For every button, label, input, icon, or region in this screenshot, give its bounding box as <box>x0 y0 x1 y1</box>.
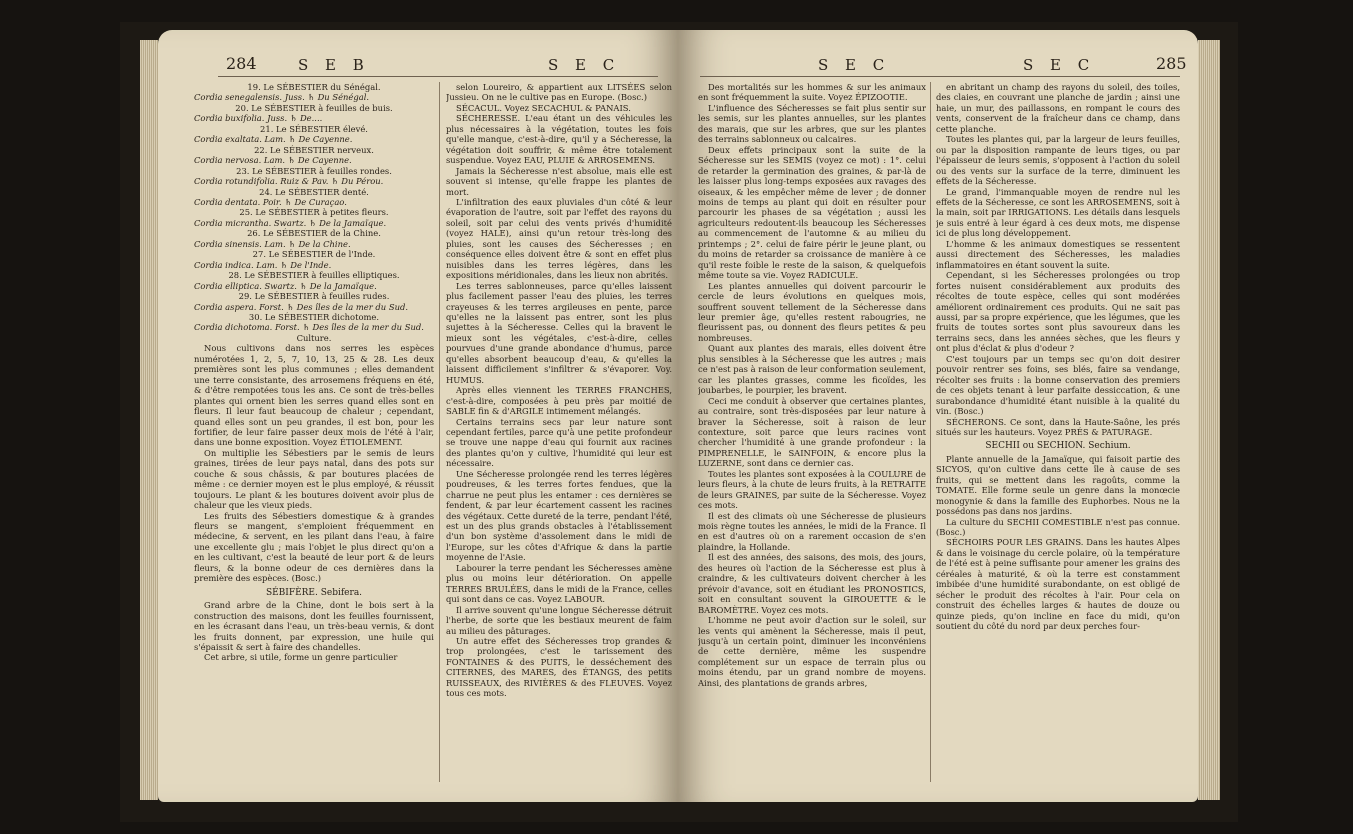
text-paragraph: selon Loureiro, & appartient aux LITSÉES selon Jussieu. On ne le cultive pas en Europe. (Bosc.) <box>446 82 672 103</box>
text-paragraph: Cordia indica. Lam. ♄ De l'Inde. <box>194 259 332 270</box>
text-paragraph: Des mortalités sur les hommes & sur les animaux en sont fréquemment la suite. Voyez ÉPIZOOTIE. <box>698 82 926 103</box>
page-edges-left <box>140 40 158 800</box>
text-paragraph: Labourer la terre pendant les Sécheresses amène plus ou moins leur détérioration. On appelle TERRES BRULÉES, dans le midi de la France, celles qui sont dans ce cas. Voyez LABOUR. <box>446 562 672 605</box>
text-paragraph: Une Sécheresse prolongée rend les terres légères poudreuses, & les terres fortes fendues, que la charrue ne peut plus les entamer : ces dernières se fendent, & par leur écartement cassent les racines des végétaux. Cette dureté de la terre, pendant l'été, est un des plus grands obstacles à l'établissement d'un bon système d'assolement dans le midi de l'Europe, sur les côtes d'Afrique & dans la partie moyenne de l'Asie. <box>446 468 672 563</box>
text-paragraph: SÉCHERONS. Ce sont, dans la Haute-Saône, les prés situés sur les hauteurs. Voyez PRÉS & PATURAGE. <box>936 416 1180 437</box>
text-paragraph: Toutes les plantes qui, par la largeur de leurs feuilles, ou par la disposition rampante de leurs tiges, ou par l'épaisseur de leurs semis, s'opposent à l'action du soleil ou des vents sur la surface de la terre, diminuent les effets de la Sécheresse. <box>936 134 1180 187</box>
text-paragraph: Cordia rotundifolia. Ruiz & Pav. ♄ Du Pérou. <box>194 176 384 187</box>
text-paragraph: Toutes les plantes sont exposées à la COULURE de leurs fleurs, à la chute de leurs fruits, à la RETRAITE de leurs GRAINES, par suite de la Sécheresse. Voyez ces mots. <box>698 468 926 511</box>
text-paragraph: Les terres sablonneuses, parce qu'elles laissent plus facilement passer l'eau des pluies, les terres crayeuses & les terres argileuses en pente, parce qu'elles ne la laissent pas entrer, sont les plus sujettes à la Sécheresse. Celles qui la bravent le mieux sont les végétales, c'est-à-dire, celles pourvues d'une grande abondance d'humus, parce qu'elles absorbent beaucoup d'eau, & qu'elles la laissent difficilement s'infiltrer & s'évaporer. Voy. HUMUS. <box>446 280 672 385</box>
text-paragraph: Cordia dichotoma. Forst. ♄ Des îles de la mer du Sud. <box>194 322 424 333</box>
text-paragraph: Cordia sinensis. Lam. ♄ De la Chine. <box>194 238 351 249</box>
text-paragraph: Un autre effet des Sécheresses trop grandes & trop prolongées, c'est le tarissement des FONTAINES & des PUITS, le desséchement des CITERNES, des MARES, des ÉTANGS, des petits RUISSEAUX, des RIVIÈRES & des FLEUVES. Voyez tous ces mots. <box>446 636 672 699</box>
text-paragraph: Il est des années, des saisons, des mois, des jours, des heures où l'action de la Sécheresse est plus à craindre, & les cultivateurs doivent chercher à les prévoir d'avance, soit en étudiant les PRONOSTICS, soit en consultant souvent la GIROUETTE & le BAROMÈTRE. Voyez ces mots. <box>698 552 926 615</box>
text-paragraph: Le grand, l'immanquable moyen de rendre nul les effets de la Sécheresse, ce sont les ARROSEMENS, soit à la main, soit par IRRIGATIONS. Les détails dans lesquels je suis entré à leur égard à ces deux mots, me dispense ici de plus long développement. <box>936 186 1180 239</box>
page-edges-right <box>1198 40 1220 800</box>
text-paragraph: 23. Le SÉBESTIER à feuilles rondes. <box>236 165 392 176</box>
text-paragraph: Cordia aspera. Forst. ♄ Des îles de la mer du Sud. <box>194 301 408 312</box>
text-paragraph: 21. Le SÉBESTIER élevé. <box>260 123 368 134</box>
right-page-column-2 <box>936 82 1180 782</box>
text-paragraph: Cordia micrantha. Swartz. ♄ De la Jamaïque. <box>194 217 387 228</box>
right-page-column-1 <box>698 82 926 782</box>
text-paragraph: Certains terrains secs par leur nature sont cependant fertiles, parce qu'à une petite profondeur se trouve une nappe d'eau qui fournit aux racines des plantes qu'on y cultive, l'humidité qui leur est nécessaire. <box>446 416 672 469</box>
text-paragraph: Cordia elliptica. Swartz. ♄ De la Jamaïque. <box>194 280 377 291</box>
text-paragraph: 28. Le SÉBESTIER à feuilles elliptiques. <box>228 270 400 281</box>
running-head-secondary: S E C <box>1023 56 1096 74</box>
right-page <box>678 30 1198 802</box>
text-paragraph: Nous cultivons dans nos serres les espèces numérotées 1, 2, 5, 7, 10, 13, 25 & 28. Les deux premières sont les plus communes ; elles demandent une terre consistante, des arrosemens fréquens en été, & d'être rempotées tous les ans. Ce sont de très-belles plantes qui ornent bien les serres quand elles sont en fleurs. Il leur faut beaucoup de chaleur ; cependant, quand elles sont un peu grandes, il est bon, pour les fortifier, de leur faire passer deux mois de l'été à l'air, dans une bonne exposition. Voyez ÉTIOLEMENT. <box>194 343 434 448</box>
text-paragraph: 25. Le SÉBESTIER à petites fleurs. <box>239 207 389 218</box>
running-head: S E B <box>298 56 370 74</box>
text-paragraph: Cordia dentata. Poir. ♄ De Curaçao. <box>194 196 347 207</box>
text-paragraph: Quant aux plantes des marais, elles doivent être plus sensibles à la Sécheresse que les autres ; mais ce n'est pas à raison de leur conformation seulement, car les plantes grasses, comme les ficoïdes, les joubarbes, le pourpier, les bravent. <box>698 343 926 396</box>
text-paragraph: Les plantes annuelles qui doivent parcourir le cercle de leurs évolutions en quelques mois, souffrent souvent tellement de la Sécheresse dans leur premier âge, qu'elles restent rabougries, ne fleurissent pas, ou donnent des fleurs petites & peu nombreuses. <box>698 280 926 343</box>
text-paragraph: en abritant un champ des rayons du soleil, des toiles, des claies, en couvrant une planche de jardin ; ainsi une haie, un mur, des paillassons, en rompant le cours des vents, conservent de la fraîcheur dans ce champ, dans cette planche. <box>936 82 1180 134</box>
text-paragraph: Cordia nervosa. Lam. ♄ De Cayenne. <box>194 155 352 166</box>
text-paragraph: C'est toujours par un temps sec qu'on doit desirer pouvoir rentrer ses foins, ses blés, faire sa vendange, récolter ses fruits : la bonne conservation des premiers de ces objets tenant à leur parfaite dessiccation, & une surabondance d'humidité étant nuisible à la qualité du vin. (Bosc.) <box>936 353 1180 417</box>
text-paragraph: 26. Le SÉBESTIER de la Chine. <box>247 228 381 239</box>
text-paragraph: 27. Le SÉBESTIER de l'Inde. <box>252 249 376 260</box>
text-paragraph: SÉBIFÈRE. Sebifera. <box>265 587 363 598</box>
text-paragraph: Les fruits des Sébestiers domestique & à grandes fleurs se mangent, s'emploient fréquemment en médecine, & servent, en les pilant dans l'eau, à faire une excellente glu ; mais l'objet le plus direct qu'on a en les cultivant, c'est la beauté de leur port & de leurs fleurs, & la bonne odeur de ces dernières dans la première des espèces. (Bosc.) <box>194 510 434 584</box>
text-paragraph: SECHII ou SECHION. Sechium. <box>985 441 1131 452</box>
text-paragraph: Cordia senegalensis. Juss. ♄ Du Sénégal. <box>194 92 370 103</box>
text-paragraph: L'influence des Sécheresses se fait plus sentir sur les semis, sur les plantes annuelles, sur les plantes des marais, que sur les arbres, que sur les plantes des terrains sablonneux ou calcaires. <box>698 102 926 145</box>
text-paragraph: SÉCACUL. Voyez SECACHUL & PANAIS. <box>456 102 631 113</box>
text-paragraph: Grand arbre de la Chine, dont le bois sert à la construction des maisons, dont les feuilles fournissent, en les écrasant dans l'eau, un très-beau vernis, & dont les fruits donnent, par expression, une huile qui s'épaissit & sert à faire des chandelles. <box>194 600 434 653</box>
running-head: S E C <box>818 56 891 74</box>
text-paragraph: SÉCHOIRS POUR LES GRAINS. Dans les hautes Alpes & dans le voisinage du cercle polaire, où la température de l'été est à peine suffisante pour amener les grains des céréales à maturité, & où la terre est constamment imbibée d'une humidité surabondante, on est obligé de sécher le produit des récoltes à l'air. Pour cela on construit des échelles larges & hautes de douze ou quinze pieds, qu'on incline en face du midi, qu'on soutient du côté du nord par deux perches four- <box>936 537 1180 632</box>
text-paragraph: Cet arbre, si utile, forme un genre particulier <box>204 652 398 663</box>
text-paragraph: Après elles viennent les TERRES FRANCHES, c'est-à-dire, composées à peu près par moitié de SABLE fin & d'ARGILE intimement mélangés. <box>446 385 672 417</box>
text-paragraph: Il est des climats où une Sécheresse de plusieurs mois règne toutes les années, le midi de la France. Il en est d'autres où on a rarement occasion de s'en plaindre, la Hollande. <box>698 510 926 552</box>
text-paragraph: Cependant, si les Sécheresses prolongées ou trop fortes nuisent considérablement aux produits des récoltes de toute espèce, celles qui sont modérées améliorent ordinairement ces produits. Qui ne sait pas aussi, par sa propre expérience, que les légumes, que les fruits de toutes sortes sont plus savoureux dans les terrains secs, dans les années sèches, que les fleurs y ont plus d'éclat & plus d'odeur ? <box>936 270 1180 354</box>
text-paragraph: Deux effets principaux sont la suite de la Sécheresse sur les SEMIS (voyez ce mot) : 1°. celui de retarder la germination des graines, & par-là de les laisser plus long-temps exposées aux ravages des oiseaux, & les empêcher même de lever ; de donner moins de temps au plant qui doit en résulter pour parcourir les phases de sa végétation ; aussi les agriculteurs redoutent-ils beaucoup les Sécheresses au commencement de l'automne & au milieu du printemps ; 2°. celui de faire périr le jeune plant, ou du moins de retarder sa croissance de manière à ce qu'il reste foible le reste de la saison, & quelquefois même toute sa vie. Voyez RADICULE. <box>698 144 926 281</box>
header-rule <box>218 76 658 77</box>
header-rule <box>700 76 1180 77</box>
text-paragraph: 24. Le SÉBESTIER denté. <box>259 186 369 197</box>
text-paragraph: L'infiltration des eaux pluviales d'un côté & leur évaporation de l'autre, soit par l'effet des rayons du soleil, soit par celui des vents privés d'humidité (voyez HALE), ainsi qu'un retour très-long des pluies, sont les causes des Sécheresses ; en conséquence elles doivent être & sont en effet plus nuisibles dans les terres légères, dans les expositions méridionales, dans les lieux non abrités. <box>446 196 672 281</box>
left-page-column-1 <box>194 82 434 782</box>
column-divider <box>930 82 931 782</box>
text-paragraph: Cordia exaltata. Lam. ♄ De Cayenne. <box>194 134 353 145</box>
text-paragraph: 20. Le SÉBESTIER à feuilles de buis. <box>235 102 393 113</box>
text-paragraph: Il arrive souvent qu'une longue Sécheresse détruit l'herbe, de sorte que les bestiaux meurent de faim au milieu des pâturages. <box>446 604 672 636</box>
text-paragraph: 29. Le SÉBESTIER à feuilles rudes. <box>238 291 390 302</box>
text-paragraph: Ceci me conduit à observer que certaines plantes, au contraire, sont très-disposées par leur nature à braver la Sécheresse, soit à raison de leur contexture, soit parce que leurs racines vont chercher l'humidité à une grande profondeur : la PIMPRENELLE, le SAINFOIN, & encore plus la LUZERNE, sont dans ce dernier cas. <box>698 395 926 469</box>
text-paragraph: Plante annuelle de la Jamaïque, qui faisoit partie des SICYOS, qu'on cultive dans cette île à cause de ses fruits, qui se mettent dans les ragoûts, comme la TOMATE. Elle forme seule un genre dans la monœcie monogynie & dans la famille des Euphorbes. Nous ne la possédons pas dans nos jardins. <box>936 453 1180 517</box>
left-page <box>158 30 678 802</box>
text-paragraph: 30. Le SÉBESTIER dichotome. <box>248 311 380 322</box>
left-page-column-2 <box>446 82 672 782</box>
page-number: 284 <box>226 54 257 73</box>
text-paragraph: SÉCHERESSE. L'eau étant un des véhicules les plus nécessaires à la végétation, toutes les fois qu'elle manque, c'est-à-dire, qu'il y a Sécheresse, la végétation doit souffrir, & même être totalement suspendue. Voyez EAU, PLUIE & ARROSEMENS. <box>446 113 672 166</box>
text-paragraph: 22. Le SÉBESTIER nerveux. <box>254 144 374 155</box>
text-paragraph: Cordia buxifolia. Juss. ♄ De.... <box>194 113 323 124</box>
text-paragraph: L'homme ne peut avoir d'action sur le soleil, sur les vents qui amènent la Sécheresse, mais il peut, jusqu'à un certain point, diminuer les inconvéniens de cette dernière, même les suspendre complétement sur un espace de terrain plus ou moins étendu, par un grand nombre de moyens. Ainsi, des plantations de grands arbres, <box>698 615 926 688</box>
text-paragraph: 19. Le SÉBESTIER du Sénégal. <box>247 82 381 92</box>
text-paragraph: Culture. <box>296 332 332 343</box>
text-paragraph: L'homme & les animaux domestiques se ressentent aussi directement des Sécheresses, les maladies inflammatoires en étant souvent la suite. <box>936 238 1180 270</box>
text-paragraph: La culture du SECHII COMESTIBLE n'est pas connue. (Bosc.) <box>936 516 1180 538</box>
column-divider <box>439 82 440 782</box>
text-paragraph: On multiplie les Sébestiers par le semis de leurs graines, tirées de leur pays natal, dans des pots sur couche & sous châssis, & par boutures placées de même : ce dernier moyen est le plus employé, & réussit toujours. Le plant & les boutures doivent avoir plus de chaleur que les vieux pieds. <box>194 447 434 511</box>
page-number: 285 <box>1156 54 1187 73</box>
running-head-secondary: S E C <box>548 56 621 74</box>
text-paragraph: Jamais la Sécheresse n'est absolue, mais elle est souvent si intense, qu'elle frappe les plantes de mort. <box>446 165 672 197</box>
